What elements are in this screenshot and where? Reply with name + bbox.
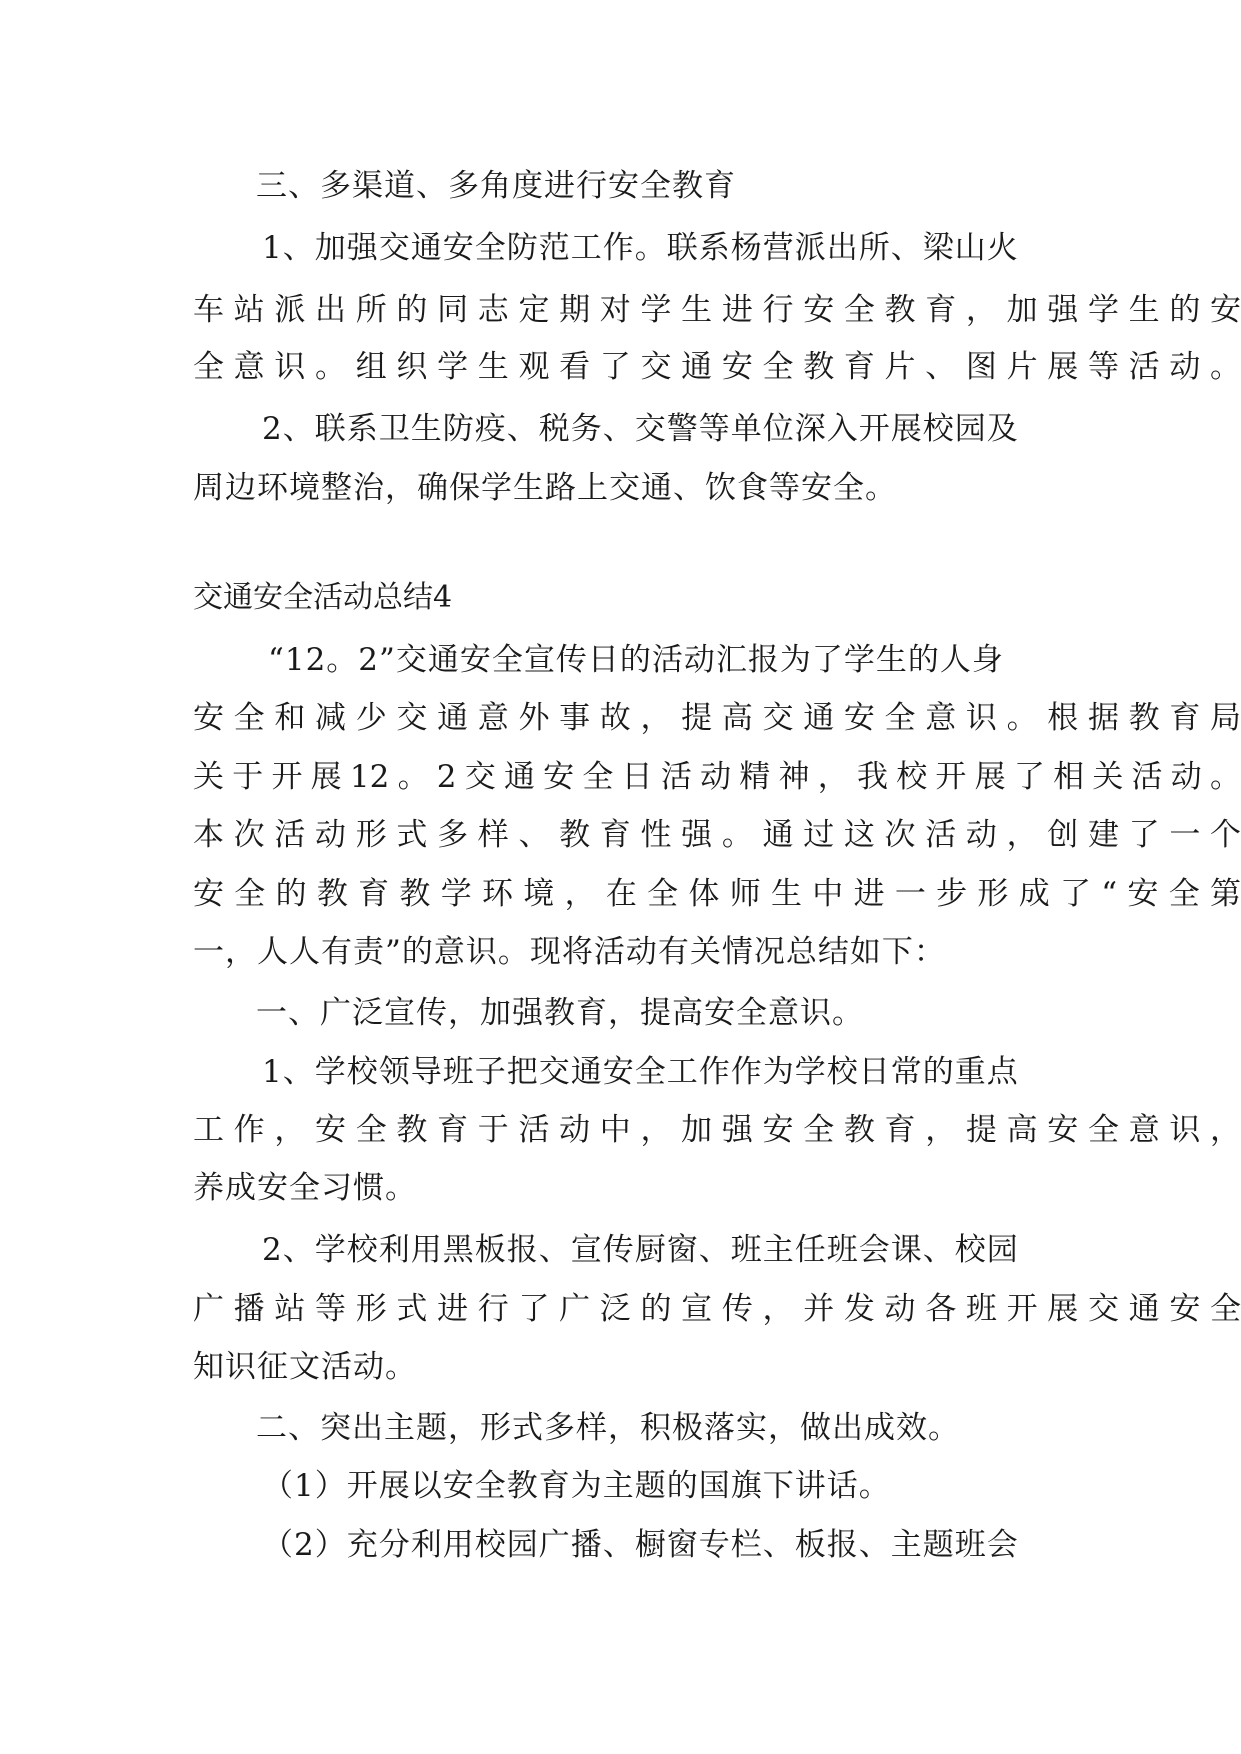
paragraph-line: 车站派出所的同志定期对学生进行安全教育，加强学生的安 [193, 292, 1241, 328]
paragraph-line: 2、学校利用黑板报、宣传厨窗、班主任班会课、校园 [262, 1232, 1019, 1268]
section-heading-two: 二、突出主题，形式多样，积极落实，做出成效。 [256, 1410, 960, 1446]
paragraph-line: 1、加强交通安全防范工作。联系杨营派出所、梁山火 [262, 230, 1019, 266]
paragraph-line: 养成安全习惯。 [193, 1170, 417, 1206]
paragraph-line: 工作，安全教育于活动中，加强安全教育，提高安全意识， [193, 1112, 1241, 1148]
paragraph-line: 一，人人有责”的意识。现将活动有关情况总结如下： [193, 934, 946, 970]
list-item: （1）开展以安全教育为主题的国旗下讲话。 [262, 1468, 891, 1504]
paragraph-line: 知识征文活动。 [193, 1349, 417, 1385]
paragraph-line: 周边环境整治，确保学生路上交通、饮食等安全。 [193, 470, 897, 506]
paragraph-line: 全意识。组织学生观看了交通安全教育片、图片展等活动。 [193, 349, 1241, 385]
paragraph-line: 广播站等形式进行了广泛的宣传，并发动各班开展交通安全 [193, 1291, 1241, 1327]
paragraph-line: 安全和减少交通意外事故，提高交通安全意识。根据教育局 [193, 700, 1241, 736]
list-item: （2）充分利用校园广播、橱窗专栏、板报、主题班会 [262, 1527, 1019, 1563]
section-heading-one: 一、广泛宣传，加强教育，提高安全意识。 [256, 995, 864, 1031]
paragraph-line: “12。2”交通安全宣传日的活动汇报为了学生的人身 [268, 642, 1004, 678]
paragraph-line: 本次活动形式多样、教育性强。通过这次活动，创建了一个 [193, 817, 1241, 853]
section-heading-three: 三、多渠道、多角度进行安全教育 [256, 168, 736, 204]
paragraph-line: 关于开展12。2交通安全日活动精神，我校开展了相关活动。 [193, 759, 1241, 795]
paragraph-line: 安全的教育教学环境，在全体师生中进一步形成了“安全第 [193, 876, 1241, 912]
article-title: 交通安全活动总结4 [193, 580, 453, 615]
paragraph-line: 1、学校领导班子把交通安全工作作为学校日常的重点 [262, 1054, 1019, 1090]
paragraph-line: 2、联系卫生防疫、税务、交警等单位深入开展校园及 [262, 411, 1019, 447]
